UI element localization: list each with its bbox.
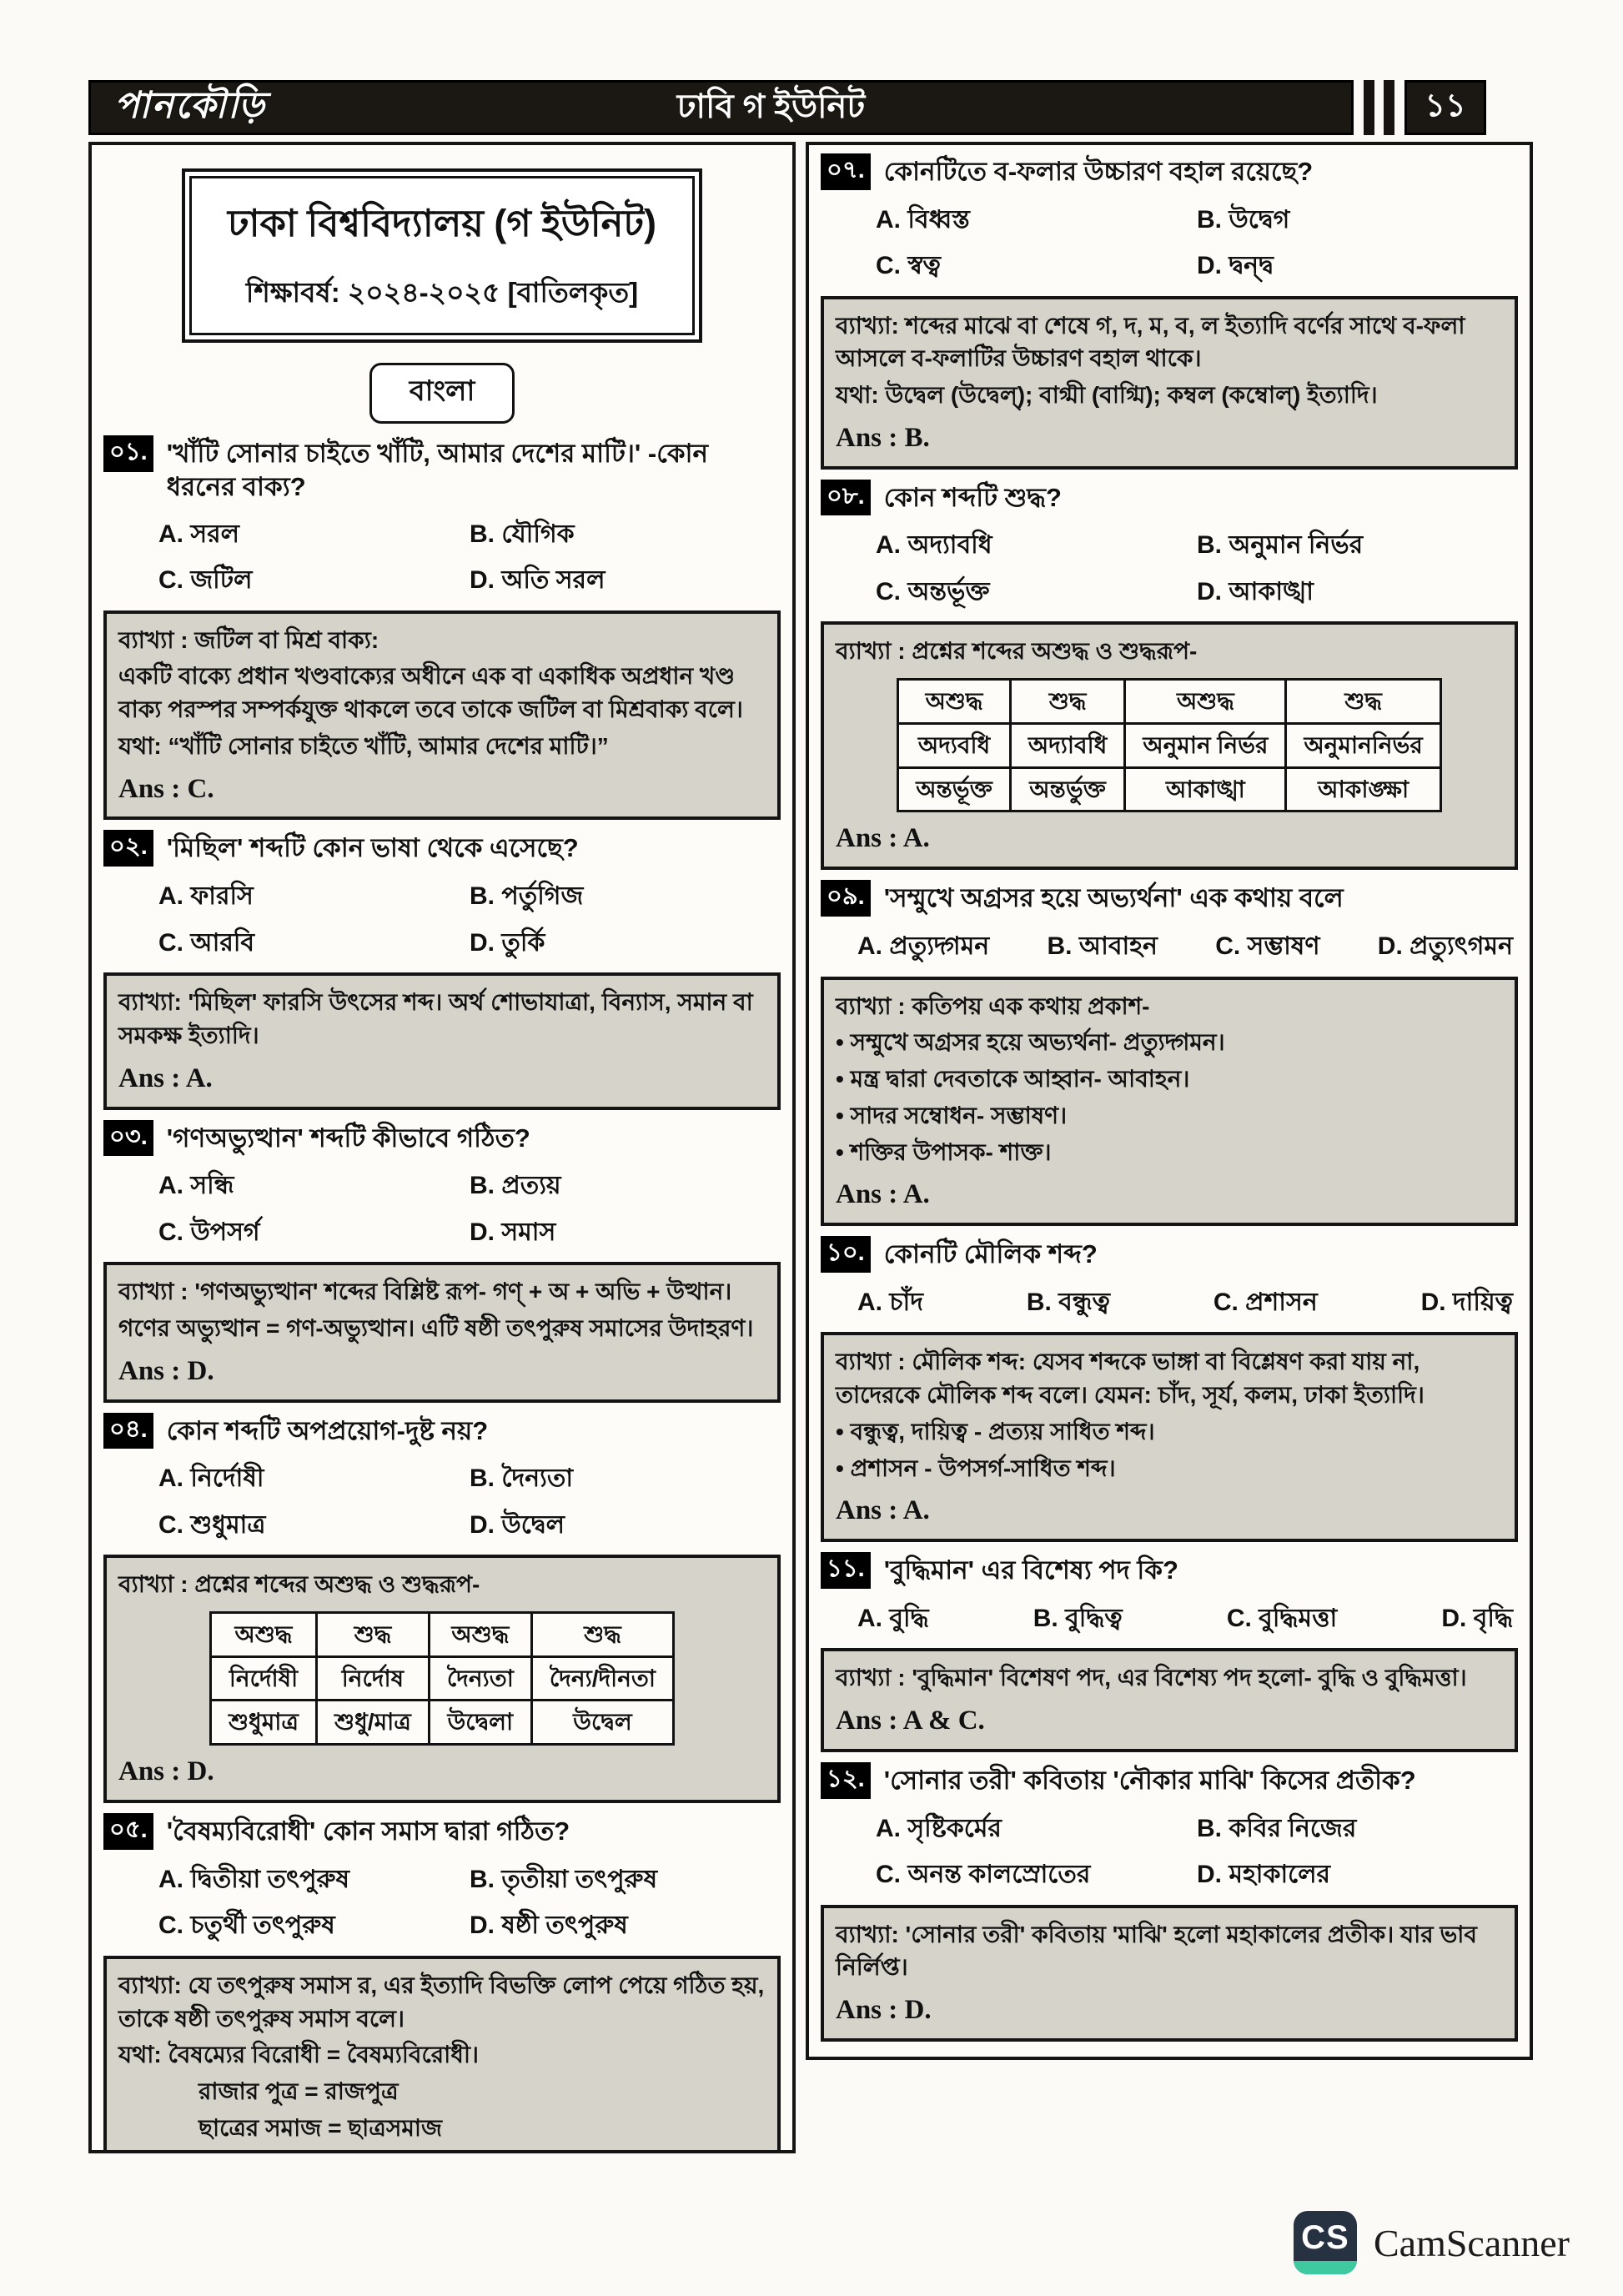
answer: Ans : D. (118, 1355, 214, 1386)
option-b: B. দৈন্যতা (470, 1465, 574, 1493)
option-c: C. অন্তর্ভূক্ত (876, 577, 990, 605)
explanation-line: • মন্ত্র দ্বারা দেবতাকে আহ্বান- আবাহন। (836, 1066, 1190, 1093)
question-number: ১০. (821, 1236, 871, 1273)
option-a: A. চাঁদ (857, 1288, 923, 1316)
camscanner-wordmark: CamScanner (1373, 2221, 1570, 2264)
options (857, 923, 1513, 970)
question-text: কোনটিতে ব-ফলার উচ্চারণ বহাল রয়েছে? (883, 157, 1314, 186)
option-c: C. স্বত্ব (876, 252, 941, 280)
option-b: B. উদ্বেগ (1197, 205, 1290, 234)
divider-bar (1364, 80, 1374, 135)
question-block-10 (821, 1236, 1518, 1542)
question-head (103, 830, 781, 867)
answer: Ans : C. (118, 773, 214, 804)
table-cell: উদ্বেল (531, 1701, 673, 1745)
option-d: D. প্রত্যুৎগমন (1377, 932, 1513, 961)
option-b: B. তৃতীয়া তৎপুরুষ (470, 1865, 658, 1893)
table-cell: উদ্বেলা (429, 1701, 531, 1745)
table-cell: অন্তর্ভুক্ত (1010, 767, 1125, 811)
explanation-line: • প্রশাসন - উপসর্গ-সাধিত শব্দ। (836, 1454, 1116, 1481)
option-b: B. অনুমান নির্ভর (1197, 531, 1364, 560)
explanation-line: রাজার পুত্র = রাজপুত্র (198, 2078, 399, 2105)
option-c: C. শুধুমাত্র (158, 1510, 266, 1539)
table-cell: আকাঙ্ক্ষা (1286, 767, 1440, 811)
option-c: C. উপসর্গ (158, 1218, 260, 1246)
exam-masthead (182, 168, 702, 343)
question-block-7 (821, 153, 1518, 470)
question-block-4 (103, 1413, 781, 1804)
table-header: অশুদ্ধ (1125, 680, 1286, 724)
question-head (103, 435, 781, 505)
explanation-box (103, 610, 781, 821)
question-number: ১১. (821, 1552, 871, 1589)
explanation-line: যথা: উদ্বেল (উদ্বেল্); বাগ্মী (বাগ্মি); কম্বল (কম্বোল্) ইত্যাদি। (836, 382, 1378, 409)
question-number: ০৪. (103, 1413, 153, 1449)
explanation-line: যথা: বৈষম্যের বিরোধী = বৈষম্যবিরোধী। (118, 2042, 480, 2068)
option-b: B. কবির নিজের (1197, 1814, 1357, 1842)
question-block-9 (821, 880, 1518, 1226)
explanation-line: • বন্ধুত্ব, দায়িত্ব - প্রত্যয় সাধিত শব্দ। (836, 1418, 1155, 1444)
answer: Ans : A. (118, 1063, 213, 1093)
option-c: C. সম্ভাষণ (1215, 932, 1320, 961)
exam-title: ঢাকা বিশ্ববিদ্যালয় (গ ইউনিট) (227, 202, 657, 244)
explanation-line: ব্যাখ্যা : প্রশ্নের শব্দের অশুদ্ধ ও শুদ্ধরূপ- (118, 1571, 480, 1598)
explanation-line: • সাদর সম্বোধন- সম্ভাষণ। (836, 1102, 1068, 1128)
option-a: A. বুদ্ধি (857, 1604, 929, 1632)
explanation-box (821, 1905, 1518, 2042)
option-d: D. বৃদ্ধি (1441, 1604, 1513, 1632)
table-cell: অন্তর্ভূক্ত (898, 767, 1011, 811)
answer: Ans : D. (118, 1756, 214, 1787)
option-c: C. অনন্ত কালস্রোতের (876, 1861, 1091, 1889)
explanation-line: যথা: “খাঁটি সোনার চাইতে খাঁটি, আমার দেশের মাটি।” (118, 732, 609, 759)
two-column-body (88, 142, 1533, 2153)
explanation-line: • সম্মুখে অগ্রসর হয়ে অভ্যর্থনা- প্রত্যুদ্গমন। (836, 1029, 1225, 1056)
explanation-box (103, 1956, 781, 2153)
question-block-11 (821, 1552, 1518, 1752)
answer: Ans : B. (836, 422, 930, 453)
question-block-5 (103, 1813, 781, 2153)
question-head (103, 1413, 781, 1449)
question-number: ১২. (821, 1762, 871, 1799)
question-text: 'সোনার তরী' কবিতায় 'নৌকার মাঝি' কিসের প্রতীক? (883, 1765, 1416, 1795)
explanation-line: ব্যাখ্যা : মৌলিক শব্দ: যেসব শব্দকে ভাঙ্গা বা বিশ্লেষণ করা যায় না, তাদেরকে মৌলিক শব্দ বলে। যেমন: চাঁদ, সূর্য, কলম, ঢাকা ইত্যাদি। (836, 1349, 1425, 1409)
header-divider-bars (1364, 80, 1394, 135)
option-b: B. পর্তুগিজ (470, 882, 584, 911)
options (876, 197, 1518, 289)
exam-session: শিক্ষাবর্ষ: ২০২৪-২০২৫ [বাতিলকৃত] (245, 277, 639, 308)
table-header: অশুদ্ধ (210, 1612, 316, 1656)
option-c: C. প্রশাসন (1213, 1288, 1318, 1316)
question-text: 'গণঅভ্যুত্থান' শব্দটি কীভাবে গঠিত? (166, 1123, 530, 1153)
question-number: ০২. (103, 830, 153, 867)
question-head (821, 1236, 1518, 1273)
question-block-1 (103, 435, 781, 820)
question-number: ০৯. (821, 880, 871, 917)
question-head (821, 1762, 1518, 1799)
explanation-line: ব্যাখ্যা: 'সোনার তরী' কবিতায় 'মাঝি' হলো মহাকালের প্রতীক। যার ভাব নির্লিপ্ত। (836, 1921, 1478, 1981)
answer: Ans : A. (836, 823, 930, 854)
options (158, 1856, 781, 1949)
divider-bar (1384, 80, 1394, 135)
table-cell: আকাঙ্খা (1125, 767, 1286, 811)
option-b: B. প্রত্যয় (470, 1172, 561, 1200)
header-bar (88, 80, 1354, 135)
question-text: 'বুদ্ধিমান' এর বিশেষ্য পদ কি? (883, 1555, 1178, 1585)
option-a: A. সৃষ্টিকর্মের (876, 1814, 1002, 1842)
option-d: D. সমাস (470, 1218, 556, 1246)
right-column (806, 142, 1533, 2060)
question-number: ০৭. (821, 153, 871, 190)
answer: Ans : A & C. (836, 1706, 985, 1736)
option-a: A. সরল (158, 520, 240, 548)
explanation-line: ব্যাখ্যা : জটিল বা মিশ্র বাক্য: (118, 626, 379, 653)
question-head (103, 1813, 781, 1850)
explanation-line: ব্যাখ্যা : 'গণঅভ্যুত্থান' শব্দের বিশ্লিষ্ট রূপ- গণ্ + অ + অভি + উত্থান। (118, 1279, 732, 1305)
option-d: D. দ্বন্দ্ব (1197, 252, 1274, 280)
table-cell: দৈন্য/দীনতা (531, 1656, 673, 1701)
table-cell: দৈন্যতা (429, 1656, 531, 1701)
question-head (821, 880, 1518, 917)
explanation-line: • শক্তির উপাসক- শাক্ত। (836, 1138, 1052, 1165)
question-number: ০৮. (821, 480, 871, 516)
answer: Ans : A. (836, 1495, 930, 1526)
header-title: ঢাবি গ ইউনিট (676, 88, 866, 125)
option-d: D. আকাঙ্খা (1197, 577, 1314, 605)
table-cell: অনুমাননির্ভর (1286, 723, 1440, 767)
explanation-line: ব্যাখ্যা: 'মিছিল' ফারসি উৎসের শব্দ। অর্থ শোভাযাত্রা, বিন্যাস, সমান বা সমকক্ষ ইত্যাদি। (118, 989, 753, 1048)
option-c: C. আরবি (158, 928, 255, 957)
question-head (821, 153, 1518, 190)
option-a: A. সন্ধি (158, 1172, 234, 1200)
option-b: B. আবাহন (1047, 932, 1158, 961)
table-header: অশুদ্ধ (429, 1612, 531, 1656)
camscanner-watermark (1294, 2211, 1570, 2274)
option-a: A. অদ্যাবধি (876, 531, 992, 560)
correction-table (209, 1611, 675, 1746)
camscanner-icon-letters: CS (1301, 2218, 1349, 2256)
option-c: C. চতুর্থী তৎপুরুষ (158, 1912, 335, 1940)
option-c: C. জটিল (158, 566, 253, 595)
explanation-line: ব্যাখ্যা : প্রশ্নের শব্দের অশুদ্ধ ও শুদ্ধরূপ- (836, 638, 1198, 665)
table-cell: অদ্যবধি (898, 723, 1011, 767)
publisher-logo: পানকৌড়ি (114, 84, 266, 126)
section-label-bangla: বাংলা (369, 363, 515, 424)
question-text: কোন শব্দটি অপপ্রয়োগ-দুষ্ট নয়? (166, 1415, 489, 1445)
options (857, 1279, 1513, 1326)
option-d: D. উদ্বেল (470, 1510, 565, 1539)
option-c: C. বুদ্ধিমত্তা (1226, 1604, 1338, 1632)
explanation-box (103, 1555, 781, 1803)
question-number: ০৩. (103, 1120, 153, 1157)
explanation-box (103, 972, 781, 1109)
question-text: 'খাঁটি সোনার চাইতে খাঁটি, আমার দেশের মাটি।' -কোন ধরনের বাক্য? (166, 439, 709, 502)
option-d: D. ষষ্ঠী তৎপুরুষ (470, 1912, 628, 1940)
table-header: শুদ্ধ (531, 1612, 673, 1656)
explanation-line: ব্যাখ্যা : কতিপয় এক কথায় প্রকাশ- (836, 992, 1150, 1019)
option-d: D. তুর্কি (470, 928, 545, 957)
option-a: A. নির্দোষী (158, 1465, 264, 1493)
answer: Ans : D. (836, 1995, 932, 2026)
option-d: D. অতি সরল (470, 566, 605, 595)
options (158, 511, 781, 604)
question-text: কোন শব্দটি শুদ্ধ? (883, 482, 1062, 512)
camscanner-icon (1294, 2211, 1357, 2274)
options (857, 1595, 1513, 1642)
explanation-box (103, 1262, 781, 1402)
question-block-3 (103, 1120, 781, 1403)
explanation-line: গণের অভ্যুত্থান = গণ-অভ্যুত্থান। এটি ষষ্ঠী তৎপুরুষ সমাসের উদাহরণ। (118, 1314, 754, 1341)
exam-masthead-inner (189, 176, 695, 335)
option-a: A. দ্বিতীয়া তৎপুরুষ (158, 1865, 350, 1893)
explanation-line: ছাত্রের সমাজ = ছাত্রসমাজ (198, 2114, 443, 2141)
table-cell: নির্দোষ (317, 1656, 430, 1701)
table-cell: শুধু/মাত্র (317, 1701, 430, 1745)
question-head (821, 480, 1518, 516)
question-head (103, 1120, 781, 1157)
table-cell: অদ্যাবধি (1010, 723, 1125, 767)
explanation-line: ব্যাখ্যা: যে তৎপুরুষ সমাস র, এর ইত্যাদি বিভক্তি লোপ পেয়ে গঠিত হয়, তাকে ষষ্ঠী তৎপুরুষ সমাস বলে। (118, 1972, 765, 2032)
question-head (821, 1552, 1518, 1589)
answer (118, 2152, 766, 2153)
explanation-box (821, 1332, 1518, 1542)
option-b: B. বন্ধুত্ব (1026, 1288, 1110, 1316)
options (158, 1163, 781, 1255)
explanation-line: ব্যাখ্যা : 'বুদ্ধিমান' বিশেষণ পদ, এর বিশেষ্য পদ হলো- বুদ্ধি ও বুদ্ধিমত্তা। (836, 1665, 1467, 1691)
option-d: D. দায়িত্ব (1420, 1288, 1513, 1316)
table-header: শুদ্ধ (1286, 680, 1440, 724)
table-cell: নির্দোষী (210, 1656, 316, 1701)
explanation-line: একটি বাক্যে প্রধান খণ্ডবাক্যের অধীনে এক বা একাধিক অপ্রধান খণ্ড বাক্য পরস্পর সম্পর্কযুক্ত থাকলে তবে তাকে জটিল বা মিশ্রবাক্য বলে। (118, 663, 743, 723)
table-header: শুদ্ধ (317, 1612, 430, 1656)
table-cell: শুধুমাত্র (210, 1701, 316, 1745)
answer: Ans : A. (836, 1179, 930, 1210)
page-number: ১১ (1404, 80, 1486, 135)
left-column (88, 142, 796, 2153)
question-number: ০১. (103, 435, 153, 472)
table-header: শুদ্ধ (1010, 680, 1125, 724)
correction-table (897, 678, 1442, 812)
question-block-8 (821, 480, 1518, 871)
question-number: ০৫. (103, 1813, 153, 1850)
table-cell: অনুমান নির্ভর (1125, 723, 1286, 767)
options (158, 873, 781, 966)
options (876, 1806, 1518, 1898)
option-a: A. প্রত্যুদ্গমন (857, 932, 990, 961)
option-a: A. বিধ্বস্ত (876, 205, 970, 234)
page-header (88, 80, 1486, 135)
explanation-box (821, 296, 1518, 470)
options (876, 522, 1518, 615)
option-b: B. বুদ্ধিত্ব (1033, 1604, 1123, 1632)
explanation-line: ব্যাখ্যা: শব্দের মাঝে বা শেষে গ, দ, ম, ব, ল ইত্যাদি বর্ণের সাথে ব-ফলা আসলে ব-ফলাটির উচ্চারণ বহাল থাকে। (836, 312, 1465, 372)
option-b: B. যৌগিক (470, 520, 575, 548)
options (158, 1455, 781, 1548)
option-a: A. ফারসি (158, 882, 254, 911)
question-text: 'সম্মুখে অগ্রসর হয়ে অভ্যর্থনা' এক কথায় বলে (883, 883, 1344, 913)
table-header: অশুদ্ধ (898, 680, 1011, 724)
question-text: 'মিছিল' শব্দটি কোন ভাষা থেকে এসেছে? (166, 833, 579, 863)
question-block-12 (821, 1762, 1518, 2042)
question-block-2 (103, 830, 781, 1109)
question-text: কোনটি মৌলিক শব্দ? (883, 1239, 1098, 1269)
explanation-box (821, 621, 1518, 870)
explanation-box (821, 1648, 1518, 1752)
option-d: D. মহাকালের (1197, 1861, 1331, 1889)
explanation-box (821, 977, 1518, 1227)
question-text: 'বৈষম্যবিরোধী' কোন সমাস দ্বারা গঠিত? (166, 1816, 570, 1846)
